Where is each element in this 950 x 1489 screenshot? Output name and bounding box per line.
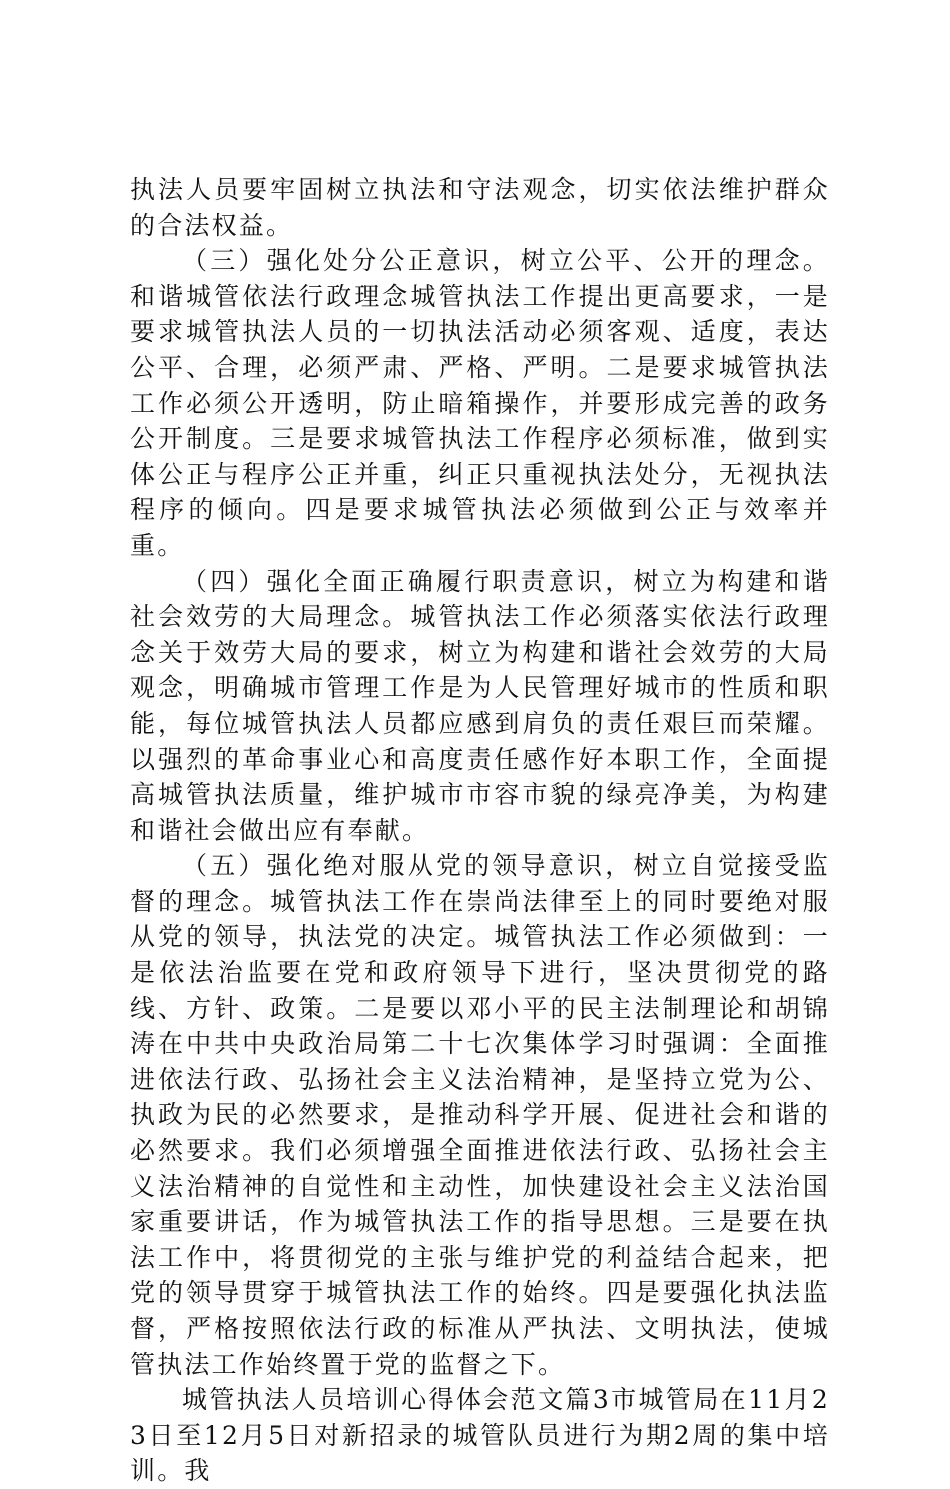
paragraph-1: 执法人员要牢固树立执法和守法观念，切实依法维护群众的合法权益。	[130, 175, 830, 240]
paragraph-5: 城管执法人员培训心得体会范文篇3市城管局在11月23日至12月5日对新招录的城管队员进行为期2周的集中培训。我	[130, 1385, 830, 1486]
paragraph-3: （四）强化全面正确履行职责意识，树立为构建和谐社会效劳的大局理念。城管执法工作必须落实依法行政理念关于效劳大局的要求，树立为构建和谐社会效劳的大局观念，明确城市管理工作是为人民管理好城市的性质和职能，每位城管执法人员都应感到肩负的责任艰巨而荣耀。以强烈的革命事业心和高度责任感作好本职工作，全面提高城管执法质量，维护城市市容市貌的绿亮净美，为构建和谐社会做出应有奉献。	[130, 566, 830, 845]
document-body	[130, 172, 830, 1489]
paragraph-4: （五）强化绝对服从党的领导意识，树立自觉接受监督的理念。城管执法工作在崇尚法律至上的同时要绝对服从党的领导，执法党的决定。城管执法工作必须做到：一是依法治监要在党和政府领导下进行，坚决贯彻党的路线、方针、政策。二是要以邓小平的民主法制理论和胡锦涛在中共中央政治局第二十七次集体学习时强调：全面推进依法行政、弘扬社会主义法治精神，是坚持立党为公、执政为民的必然要求，是推动科学开展、促进社会和谐的必然要求。我们必须增强全面推进依法行政、弘扬社会主义法治精神的自觉性和主动性，加快建设社会主义法治国家重要讲话，作为城管执法工作的指导思想。三是要在执法工作中，将贯彻党的主张与维护党的利益结合起来，把党的领导贯穿于城管执法工作的始终。四是要强化执法监督，严格按照依法行政的标准从严执法、文明执法，使城管执法工作始终置于党的监督之下。	[130, 851, 830, 1379]
paragraph-2: （三）强化处分公正意识，树立公平、公开的理念。和谐城管依法行政理念城管执法工作提出更高要求，一是要求城管执法人员的一切执法活动必须客观、适度，表达公平、合理，必须严肃、严格、严明。二是要求城管执法工作必须公开透明，防止暗箱操作，并要形成完善的政务公开制度。三是要求城管执法工作程序必须标准，做到实体公正与程序公正并重，纠正只重视执法处分，无视执法程序的倾向。四是要求城管执法必须做到公正与效率并重。	[130, 246, 830, 560]
